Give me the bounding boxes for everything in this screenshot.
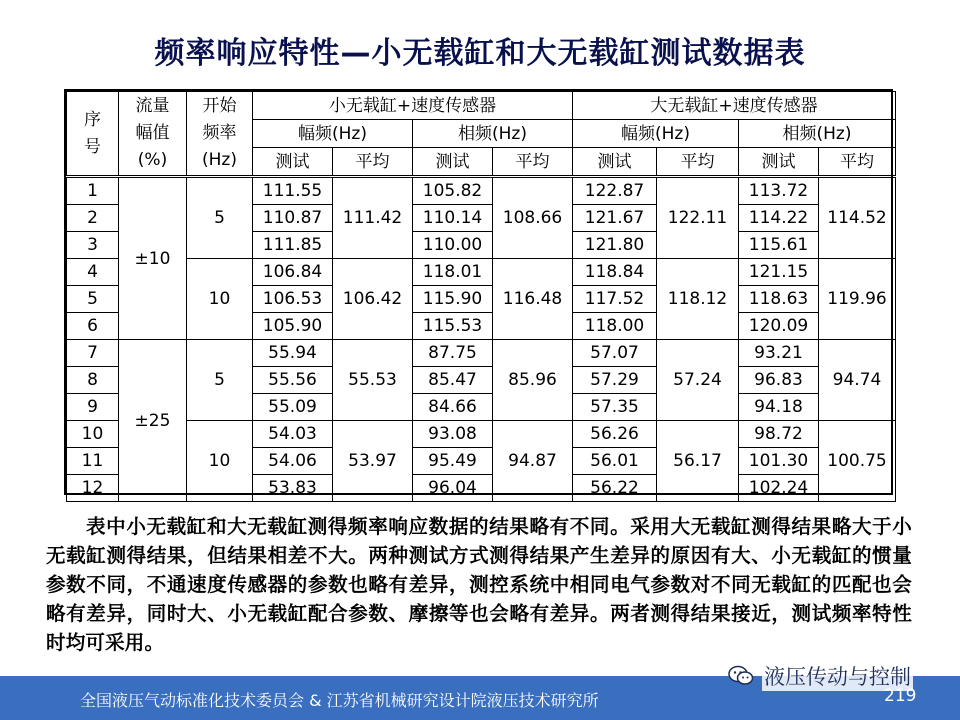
- cell-seq: 9: [67, 394, 119, 421]
- header-small-amp: 幅频(Hz): [253, 120, 413, 148]
- cell-seq: 5: [67, 286, 119, 313]
- slide-title: 频率响应特性—小无载缸和大无载缸测试数据表: [154, 36, 806, 71]
- cell-seq: 2: [67, 205, 119, 232]
- cell-small-phase-avg: 85.96: [493, 340, 573, 421]
- cell-small-phase-test: 118.01: [413, 259, 493, 286]
- cell-small-amp-test: 53.83: [253, 475, 333, 502]
- cell-small-phase-test: 115.53: [413, 313, 493, 340]
- cell-small-amp-test: 111.85: [253, 232, 333, 259]
- cell-seq: 3: [67, 232, 119, 259]
- cell-small-amp-avg: 106.42: [333, 259, 413, 340]
- cell-large-amp-test: 117.52: [573, 286, 657, 313]
- header-small-phase: 相频(Hz): [413, 120, 573, 148]
- cell-large-phase-avg: 119.96: [819, 259, 896, 340]
- header-test: 测试: [739, 148, 819, 177]
- cell-large-amp-test: 57.07: [573, 340, 657, 367]
- cell-seq: 8: [67, 367, 119, 394]
- cell-large-phase-test: 94.18: [739, 394, 819, 421]
- cell-large-amp-avg: 56.17: [657, 421, 739, 502]
- cell-large-phase-test: 101.30: [739, 448, 819, 475]
- cell-start: 5: [187, 340, 253, 421]
- cell-seq: 12: [67, 475, 119, 502]
- cell-flow: ±10: [119, 177, 187, 340]
- cell-small-phase-test: 95.49: [413, 448, 493, 475]
- cell-small-amp-test: 111.55: [253, 177, 333, 205]
- cell-small-phase-test: 84.66: [413, 394, 493, 421]
- cell-seq: 4: [67, 259, 119, 286]
- cell-large-amp-test: 56.01: [573, 448, 657, 475]
- cell-large-phase-test: 96.83: [739, 367, 819, 394]
- cell-small-amp-test: 55.94: [253, 340, 333, 367]
- cell-seq: 7: [67, 340, 119, 367]
- cell-large-phase-avg: 94.74: [819, 340, 896, 421]
- cell-seq: 1: [67, 177, 119, 205]
- cell-small-phase-avg: 94.87: [493, 421, 573, 502]
- cell-seq: 10: [67, 421, 119, 448]
- cell-small-phase-test: 93.08: [413, 421, 493, 448]
- cell-small-phase-test: 87.75: [413, 340, 493, 367]
- cell-small-phase-test: 105.82: [413, 177, 493, 205]
- header-start-freq: 开始 频率 (Hz): [187, 92, 253, 177]
- table-row: [67, 259, 896, 286]
- data-table-wrap: [64, 89, 893, 498]
- cell-small-amp-avg: 53.97: [333, 421, 413, 502]
- cell-large-phase-test: 114.22: [739, 205, 819, 232]
- cell-seq: 6: [67, 313, 119, 340]
- cell-flow: ±25: [119, 340, 187, 502]
- cell-large-phase-test: 115.61: [739, 232, 819, 259]
- header-test: 测试: [573, 148, 657, 177]
- table-row: [67, 421, 896, 448]
- cell-start: 10: [187, 421, 253, 502]
- cell-large-amp-avg: 122.11: [657, 177, 739, 259]
- cell-large-amp-test: 122.87: [573, 177, 657, 205]
- header-large-amp: 幅频(Hz): [573, 120, 739, 148]
- cell-large-amp-test: 57.35: [573, 394, 657, 421]
- page-number: 219: [884, 686, 917, 706]
- cell-small-amp-test: 106.84: [253, 259, 333, 286]
- cell-large-phase-avg: 100.75: [819, 421, 896, 502]
- cell-large-amp-test: 121.67: [573, 205, 657, 232]
- header-avg: 平均: [819, 148, 896, 177]
- brand-name: 液压传动与控制: [762, 661, 913, 691]
- cell-small-phase-test: 115.90: [413, 286, 493, 313]
- cell-large-amp-test: 118.84: [573, 259, 657, 286]
- cell-small-amp-test: 54.03: [253, 421, 333, 448]
- cell-small-amp-test: 54.06: [253, 448, 333, 475]
- cell-small-amp-test: 105.90: [253, 313, 333, 340]
- header-test: 测试: [253, 148, 333, 177]
- table-row: [67, 340, 896, 367]
- header-large-phase: 相频(Hz): [739, 120, 896, 148]
- cell-large-amp-test: 118.00: [573, 313, 657, 340]
- cell-small-amp-test: 110.87: [253, 205, 333, 232]
- cell-large-phase-test: 102.24: [739, 475, 819, 502]
- cell-large-phase-test: 98.72: [739, 421, 819, 448]
- cell-small-amp-test: 106.53: [253, 286, 333, 313]
- header-avg: 平均: [493, 148, 573, 177]
- cell-large-phase-avg: 114.52: [819, 177, 896, 259]
- wechat-icon: [728, 665, 754, 687]
- cell-small-phase-avg: 108.66: [493, 177, 573, 259]
- cell-large-amp-test: 56.26: [573, 421, 657, 448]
- cell-large-phase-test: 113.72: [739, 177, 819, 205]
- cell-small-phase-avg: 116.48: [493, 259, 573, 340]
- cell-start: 5: [187, 177, 253, 259]
- header-flow: 流量 幅值 (%): [119, 92, 187, 177]
- cell-small-phase-test: 110.14: [413, 205, 493, 232]
- cell-large-phase-test: 121.15: [739, 259, 819, 286]
- table-row: [67, 177, 896, 205]
- frequency-response-table: [66, 91, 896, 502]
- cell-small-amp-test: 55.09: [253, 394, 333, 421]
- header-large-cylinder: 大无载缸+速度传感器: [573, 92, 896, 120]
- header-small-cylinder: 小无载缸+速度传感器: [253, 92, 573, 120]
- cell-large-amp-avg: 118.12: [657, 259, 739, 340]
- conclusion-paragraph: 表中小无载缸和大无载缸测得频率响应数据的结果略有不同。采用大无载缸测得结果略大于小无载缸测得结果，但结果相差不大。两种测试方式测得结果产生差异的原因有大、小无载缸的惯量参数不同，不通速度传感器的参数也略有差异，测控系统中相同电气参数对不同无载缸的匹配也会略有差异，同时大、小无载缸配合参数、摩擦等也会略有差异。两者测得结果接近，测试频率特性时均可采用。: [46, 515, 912, 654]
- cell-large-phase-test: 93.21: [739, 340, 819, 367]
- cell-small-amp-avg: 55.53: [333, 340, 413, 421]
- header-seq: 序 号: [67, 92, 119, 177]
- header-avg: 平均: [657, 148, 739, 177]
- cell-large-amp-test: 57.29: [573, 367, 657, 394]
- cell-small-phase-test: 85.47: [413, 367, 493, 394]
- cell-large-amp-test: 56.22: [573, 475, 657, 502]
- cell-small-phase-test: 96.04: [413, 475, 493, 502]
- header-test: 测试: [413, 148, 493, 177]
- header-avg: 平均: [333, 148, 413, 177]
- footer-organizations: 全国液压气动标准化技术委员会 & 江苏省机械研究设计院液压技术研究所: [80, 691, 599, 710]
- cell-seq: 11: [67, 448, 119, 475]
- cell-small-phase-test: 110.00: [413, 232, 493, 259]
- cell-small-amp-test: 55.56: [253, 367, 333, 394]
- cell-small-amp-avg: 111.42: [333, 177, 413, 259]
- cell-large-phase-test: 120.09: [739, 313, 819, 340]
- cell-large-amp-test: 121.80: [573, 232, 657, 259]
- cell-start: 10: [187, 259, 253, 340]
- cell-large-amp-avg: 57.24: [657, 340, 739, 421]
- cell-large-phase-test: 118.63: [739, 286, 819, 313]
